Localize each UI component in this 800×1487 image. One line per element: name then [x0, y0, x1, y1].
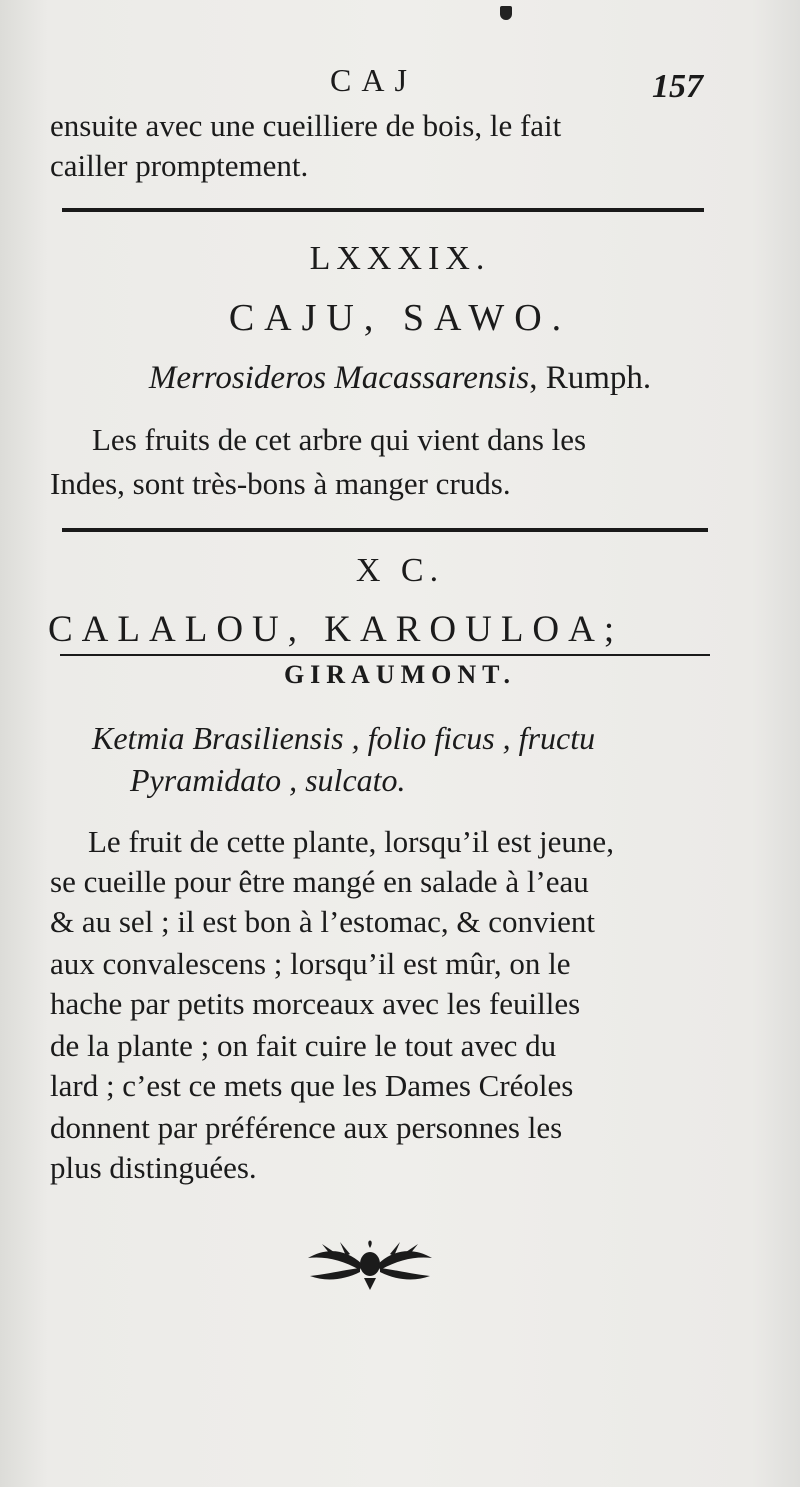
paragraph-line: se cueille pour être mangé en salade à l’eau — [50, 864, 589, 899]
latin-description: Pyramidato , sulcato. — [130, 762, 406, 798]
floral-tailpiece-icon — [300, 1228, 440, 1292]
continuation-line: cailler promptement. — [50, 148, 309, 183]
paragraph-line: de la plante ; on fait cuire le tout avec du — [50, 1028, 557, 1063]
entry-title: CAJU, SAWO. — [228, 297, 572, 339]
paragraph-line: aux convalescens ; lorsqu’il est mûr, on le — [50, 946, 571, 981]
entry-numeral: X C. — [355, 552, 445, 589]
entry-title: CALALOU, KAROULOA; — [48, 609, 624, 650]
section-rule — [62, 208, 704, 212]
page-header — [0, 62, 800, 105]
entry-subtitle: GIRAUMONT. — [283, 660, 517, 689]
ink-mark — [500, 6, 512, 20]
continuation-line: ensuite avec une cueilliere de bois, le fait — [50, 108, 562, 143]
page-number: 157 — [652, 68, 703, 105]
paragraph-line: hache par petits morceaux avec les feuilles — [50, 986, 581, 1021]
paragraph-line: plus distinguées. — [50, 1150, 257, 1185]
paragraph-line: Indes, sont très-bons à manger cruds. — [50, 466, 511, 501]
entry-numeral: LXXXIX. — [309, 240, 491, 277]
botanical-name — [0, 360, 800, 397]
paragraph-line: Le fruit de cette plante, lorsqu’il est jeune, — [88, 824, 614, 859]
latin-name: Merrosideros Macassarensis — [148, 360, 530, 396]
latin-description: Ketmia Brasiliensis , folio ficus , fructu — [92, 720, 596, 756]
paragraph-line: Les fruits de cet arbre qui vient dans les — [92, 422, 587, 457]
paragraph-line: donnent par préférence aux personnes les — [50, 1110, 563, 1145]
author-name: , Rumph. — [529, 360, 652, 396]
section-rule — [62, 528, 708, 532]
running-head: CAJ — [330, 62, 417, 98]
paragraph-line: & au sel ; il est bon à l’estomac, & convient — [50, 904, 595, 939]
paragraph-line: lard ; c’est ce mets que les Dames Créoles — [50, 1068, 574, 1103]
title-underline — [60, 654, 710, 656]
